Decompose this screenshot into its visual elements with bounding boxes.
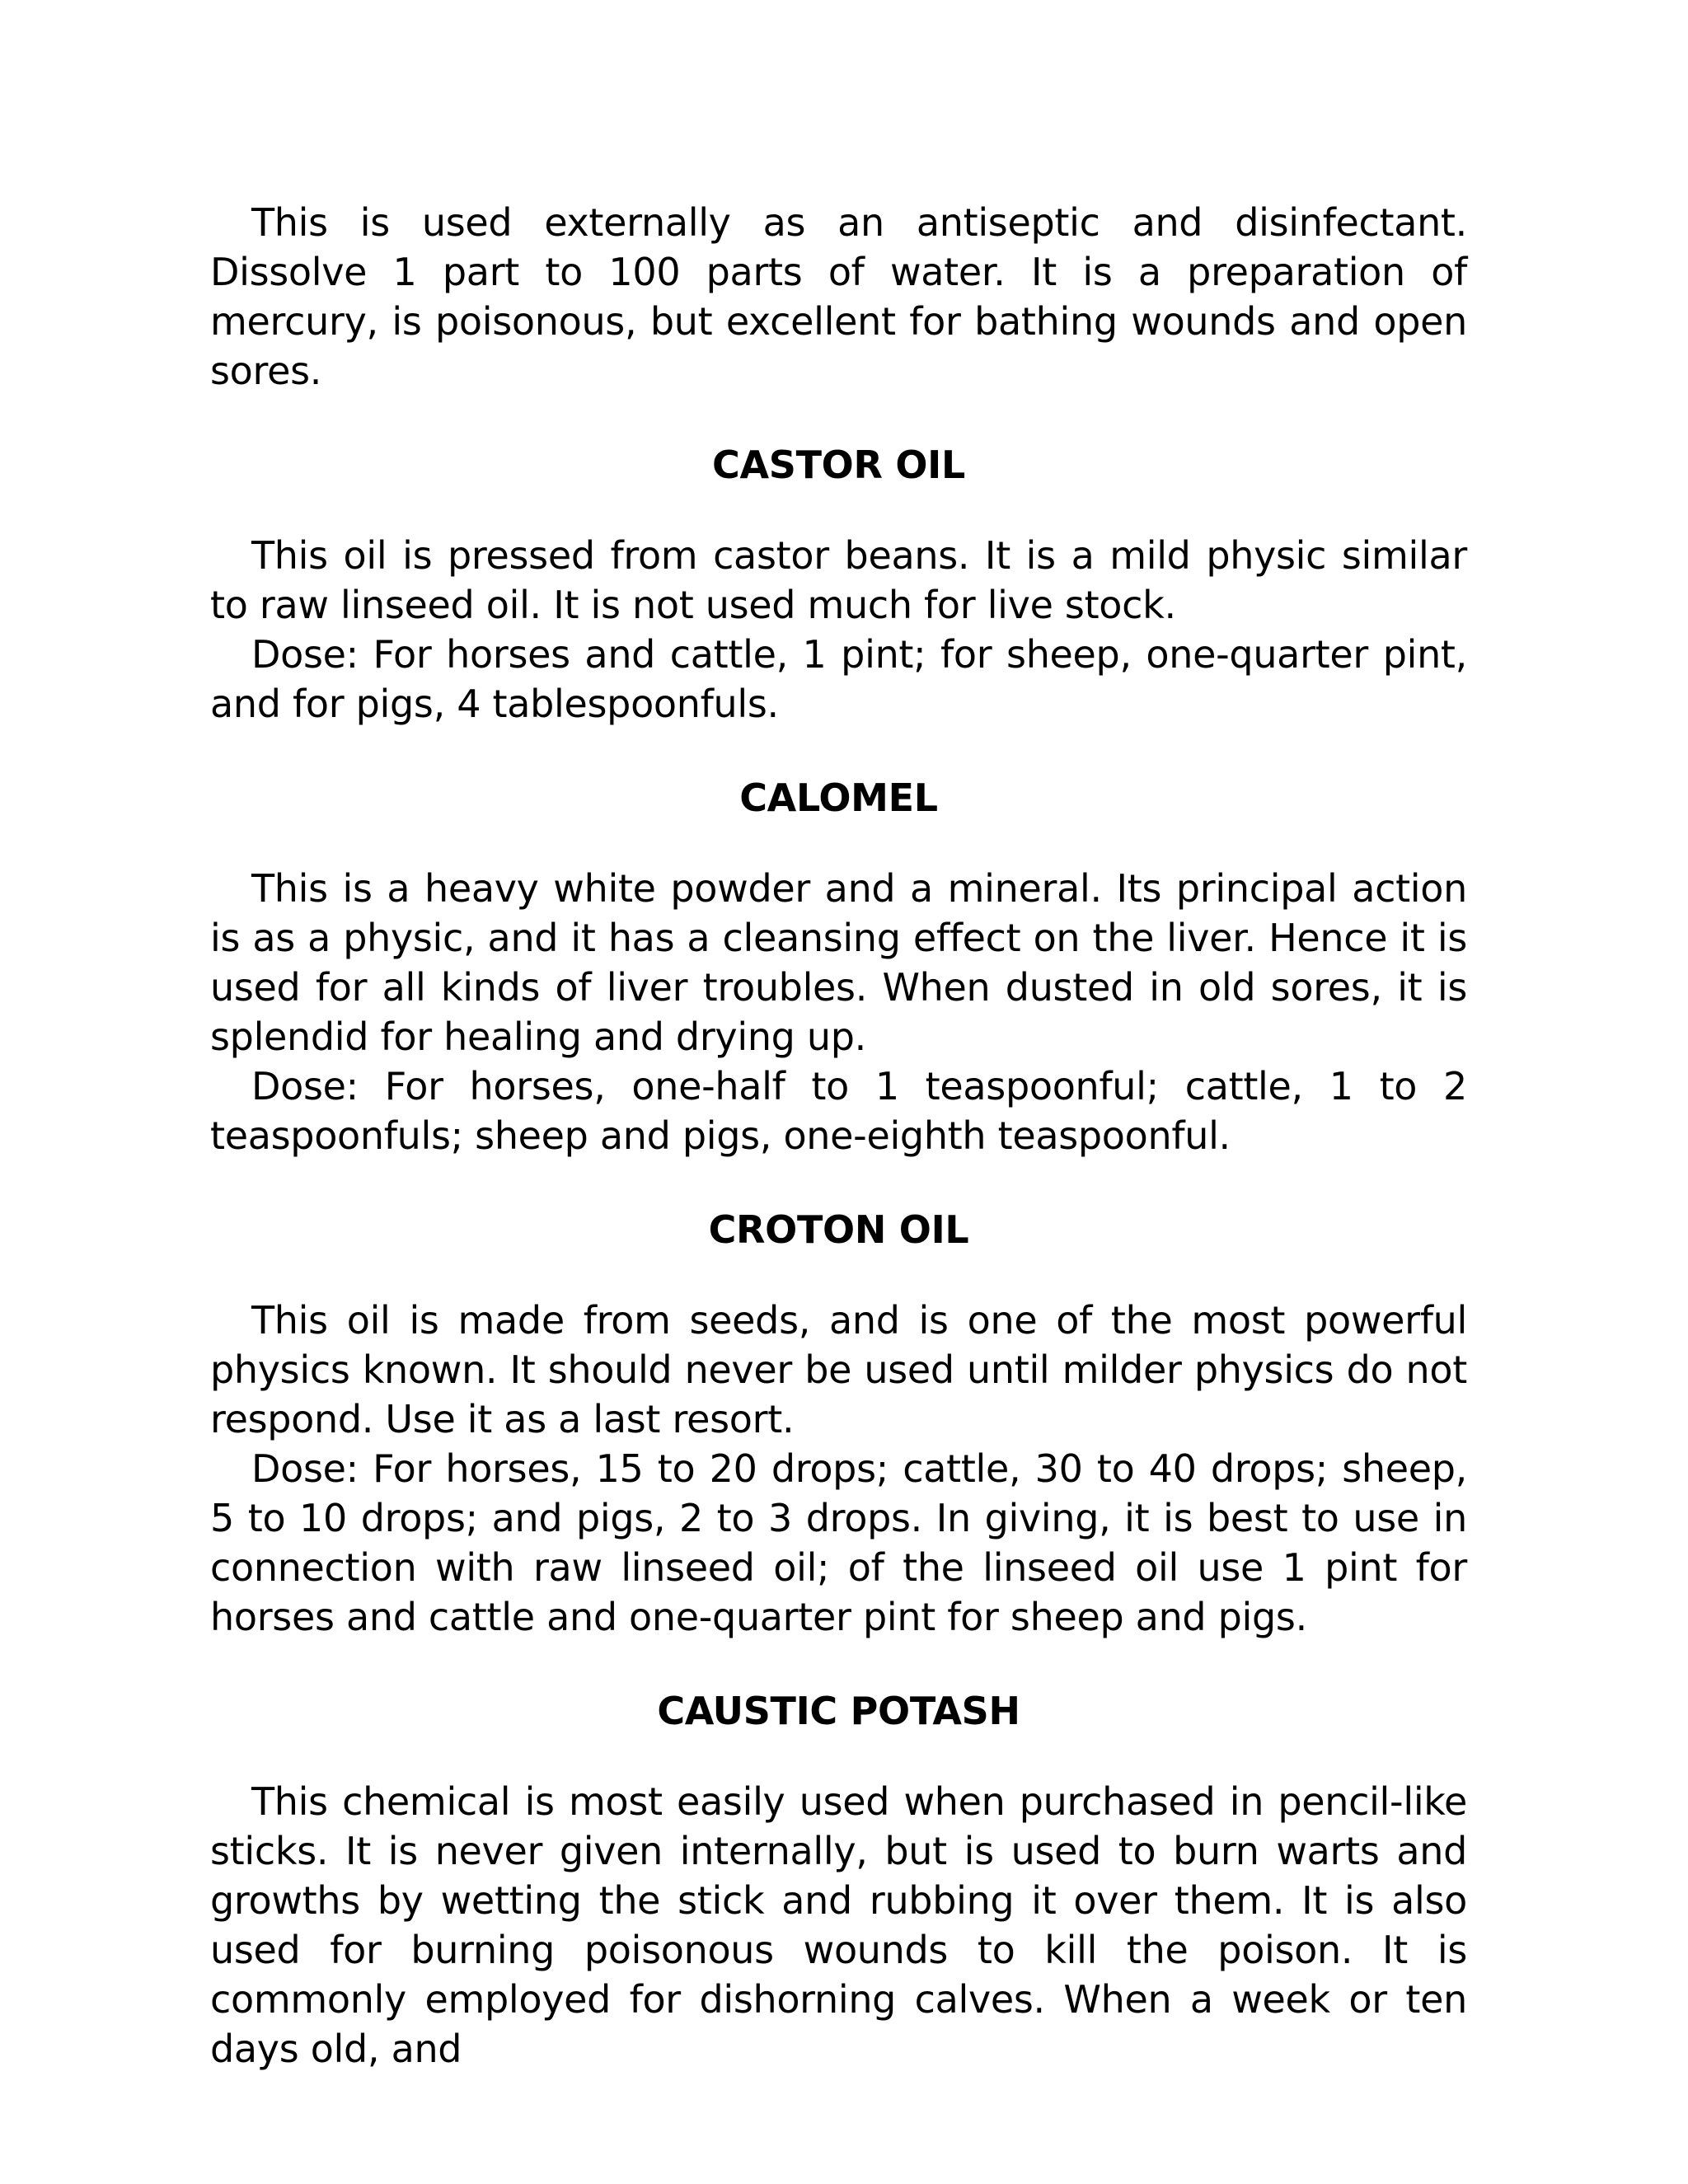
section-heading-croton-oil: CROTON OIL	[708, 1207, 969, 1252]
section-heading-caustic-potash: CAUSTIC POTASH	[657, 1689, 1020, 1733]
section-heading-castor-oil: CASTOR OIL	[712, 443, 965, 487]
calomel-description: This is a heavy white powder and a mineral. Its principal action is as a physic, and it has a cleansing effect on the liver. Hence it is used for all kinds of liver troubles. When dusted in old sores, it is splendid for healing and drying up.	[210, 866, 1467, 1059]
castor-oil-description: This oil is pressed from castor beans. It is a mild physic similar to raw linseed oil. It is not used much for live stock.	[210, 533, 1467, 627]
calomel-dose: Dose: For horses, one-half to 1 teaspoonful; cattle, 1 to 2 teaspoonfuls; sheep and pigs, one-eighth teaspoonful.	[210, 1064, 1467, 1158]
croton-oil-dose: Dose: For horses, 15 to 20 drops; cattle, 30 to 40 drops; sheep, 5 to 10 drops; and pigs, 2 to 3 drops. In giving, it is best to use in connection with raw linseed oil; of the linseed oil use 1 pint for horses and cattle and one-quarter pint for sheep and pigs.	[210, 1446, 1467, 1639]
caustic-potash-description: This chemical is most easily used when purchased in pencil-like sticks. It is never given internally, but is used to burn warts and growths by wetting the stick and rubbing it over them. It is also used for burning poisonous wounds to kill the poison. It is commonly employed for dishorning calves. When a week or ten days old, and	[210, 1779, 1467, 2071]
intro-paragraph: This is used externally as an antiseptic and disinfectant. Dissolve 1 part to 100 parts of water. It is a preparation of mercury, is poisonous, but excellent for bathing wounds and open sores.	[210, 200, 1467, 393]
croton-oil-description: This oil is made from seeds, and is one of the most powerful physics known. It should never be used until milder physics do not respond. Use it as a last resort.	[210, 1298, 1467, 1441]
document-page	[210, 198, 1467, 2074]
section-heading-calomel: CALOMEL	[739, 776, 938, 820]
castor-oil-dose: Dose: For horses and cattle, 1 pint; for sheep, one-quarter pint, and for pigs, 4 tablespoonfuls.	[210, 632, 1467, 726]
